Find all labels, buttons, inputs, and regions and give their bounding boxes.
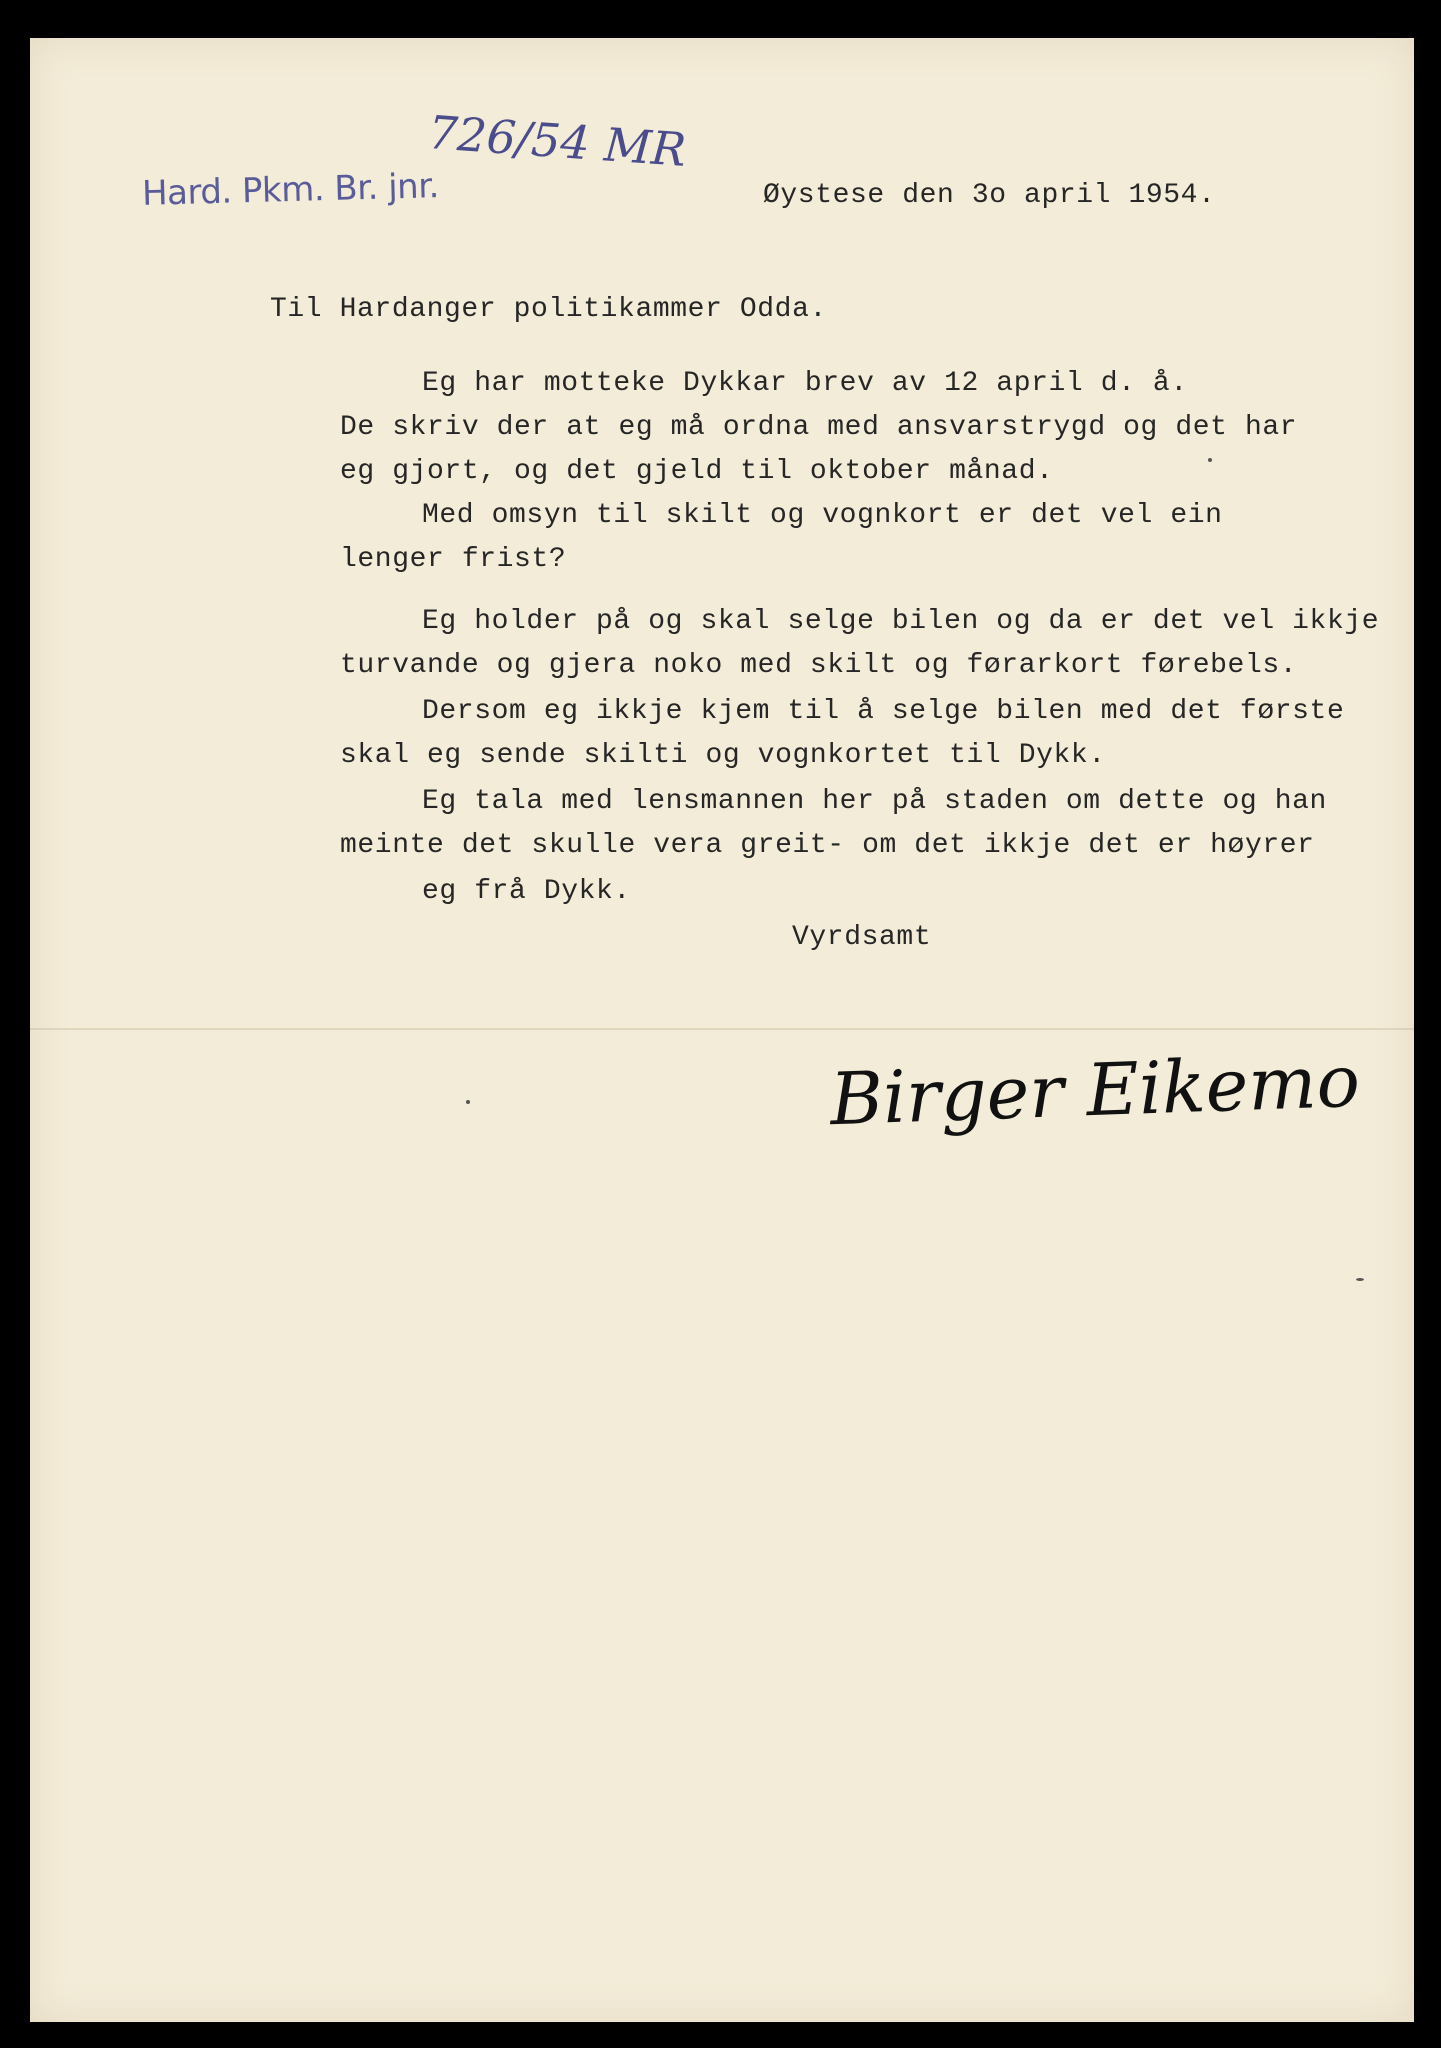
paper-speck <box>466 1100 470 1104</box>
date-line: Øystese den 3o april 1954. <box>763 180 1216 211</box>
closing: Vyrdsamt <box>792 922 932 953</box>
handwritten-signature: Birger Eikemo <box>828 1038 1362 1142</box>
recipient-line: Til Hardanger politikammer Odda. <box>270 294 827 325</box>
body-line: eg frå Dykk. <box>422 876 631 907</box>
body-line: De skriv der at eg må ordna med ansvarstrygd og det har <box>340 412 1298 443</box>
body-line: skal eg sende skilti og vognkortet til Dykk. <box>340 740 1106 771</box>
body-line: meinte det skulle vera greit- om det ikkje det er høyrer <box>340 830 1315 861</box>
journal-number-handwritten: 726/54 MR <box>426 105 688 177</box>
body-line: turvande og gjera noko med skilt og førarkort førebels. <box>340 650 1298 681</box>
page-fold-line <box>30 1028 1414 1030</box>
body-line: Eg tala med lensmannen her på staden om dette og han <box>422 786 1327 817</box>
paper-speck <box>1356 1278 1364 1281</box>
journal-stamp: Hard. Pkm. Br. jnr. <box>141 166 440 214</box>
body-line: Med omsyn til skilt og vognkort er det vel ein <box>422 500 1223 531</box>
letter-page <box>30 38 1414 2022</box>
body-line: eg gjort, og det gjeld til oktober månad. <box>340 456 1054 487</box>
body-line: lenger frist? <box>340 544 567 575</box>
body-line: Dersom eg ikkje kjem til å selge bilen med det første <box>422 696 1345 727</box>
body-line: Eg har motteke Dykkar brev av 12 april d. å. <box>422 368 1188 399</box>
paper-speck <box>1208 458 1212 462</box>
body-line: Eg holder på og skal selge bilen og da er det vel ikkje <box>422 606 1380 637</box>
